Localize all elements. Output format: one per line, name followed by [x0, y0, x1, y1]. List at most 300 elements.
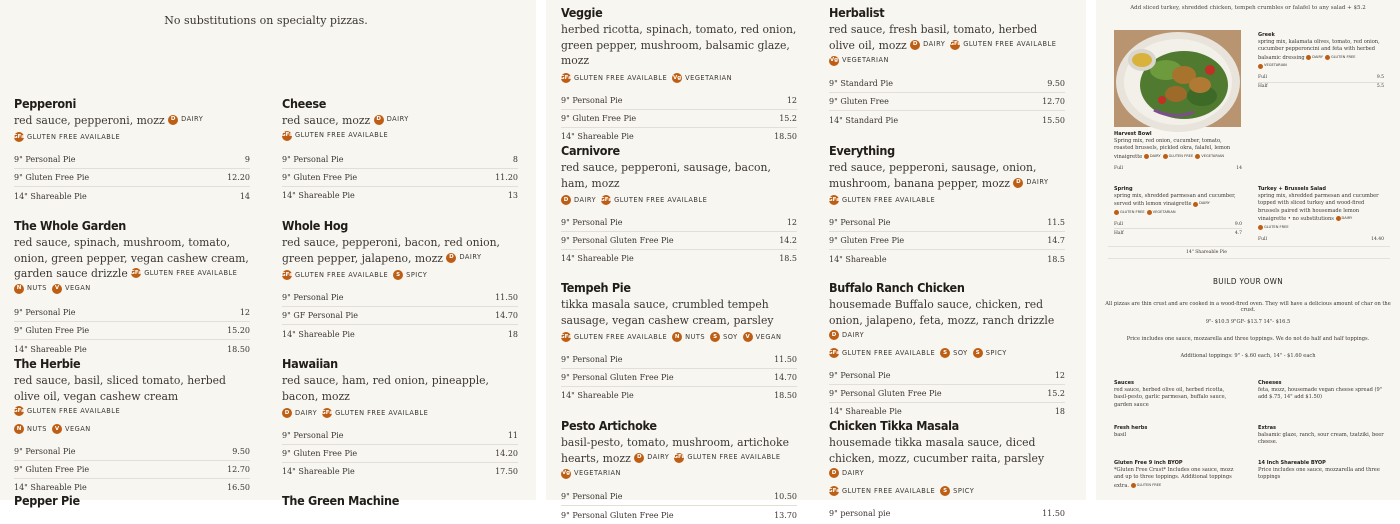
price-size: Full — [1258, 75, 1267, 81]
price-size: 9" Personal Pie — [14, 155, 76, 165]
menu-item-tags — [829, 346, 1065, 361]
price-row — [1114, 229, 1242, 238]
price-row — [829, 505, 1065, 523]
diet-badge-icon — [1336, 216, 1341, 221]
diet-badge-icon: D — [1013, 178, 1023, 188]
price-row — [1258, 235, 1384, 244]
menu-page-left — [0, 0, 536, 508]
vegan-tag: V VEGAN — [52, 422, 91, 436]
dairy-tag: D DAIRY — [829, 328, 864, 344]
diet-badge-icon: S — [973, 348, 983, 358]
price-value: 15.20 — [227, 326, 250, 336]
price-row — [829, 367, 1065, 385]
price-row — [561, 232, 797, 250]
byo-extras — [1258, 425, 1384, 447]
item-description: spring mix, shredded parmesan and cucumber, served with lemon vinaigrette DAIRY GLUTEN FREE VEGETARIAN — [1114, 193, 1242, 218]
dairy-tag: D DAIRY — [446, 250, 481, 266]
diet-badge-icon: GFa — [560, 333, 572, 340]
price-size: 9" Standard Pie — [829, 79, 893, 89]
salad-photo — [1114, 30, 1241, 127]
gluten-free-available-tag: GFa GLUTEN FREE AVAILABLE — [13, 406, 121, 415]
menu-item-name: Hawaiian — [282, 356, 338, 371]
spicy-tag: S SPICY — [940, 484, 974, 498]
price-value: 14.70 — [774, 372, 797, 382]
item-description: spring mix, kalamata olives, tomato, red onion, cucumber pepperoncini and feta with herbed balsamic dressing DAIRY GLUTEN FREE VEGETARIAN — [1258, 39, 1384, 71]
price-list — [561, 488, 797, 524]
diet-badge-icon: S — [940, 348, 950, 358]
gluten-free-tag: GLUTEN FREE — [1325, 54, 1356, 61]
price-row — [829, 250, 1065, 268]
dairy-tag: D DAIRY — [634, 450, 669, 466]
price-value: 9.50 — [232, 446, 250, 456]
price-size: 14" Shareable Pie — [561, 132, 634, 142]
dairy-tag: DAIRY — [1193, 200, 1210, 207]
gluten-free-available-tag: GFa GLUTEN FREE AVAILABLE — [13, 133, 121, 142]
byo-14-inch — [1258, 460, 1384, 482]
dairy-tag: D DAIRY — [168, 112, 203, 128]
diet-badge-icon: V — [52, 284, 62, 294]
diet-badge-icon: D — [829, 330, 839, 340]
price-size: 14" Shareable Pie — [829, 407, 902, 417]
price-row — [561, 387, 797, 405]
diet-badge-icon — [1325, 55, 1330, 60]
diet-badge-icon — [1163, 154, 1168, 159]
spicy-tag: S SPICY — [393, 268, 427, 282]
vegetarian-tag: VEGETARIAN — [1195, 153, 1224, 160]
menu-item — [829, 418, 1065, 523]
price-size: Half — [1114, 230, 1124, 236]
cut-item-name: Pepper Pie — [14, 493, 80, 508]
price-value: 13.70 — [774, 510, 797, 520]
price-value: 15.2 — [1047, 388, 1065, 398]
price-row — [282, 151, 518, 169]
gluten-free-available-tag: GFa GLUTEN FREE AVAILABLE — [828, 196, 936, 205]
price-value: 8 — [512, 154, 518, 164]
menu-item-description: herbed ricotta, spinach, tomato, red onion, green pepper, mushroom, balsamic glaze, mozz — [561, 23, 797, 68]
menu-item-name: Herbalist — [829, 5, 885, 20]
diet-badge-icon: Vg — [673, 74, 682, 81]
price-size: Full — [1258, 237, 1267, 243]
price-size: 9" Gluten Free — [829, 97, 889, 107]
item-description: red sauce, herbed olive oil, herbed ricotta, basil-pesto, garlic parmesan, buffalo sauce, garden sauce — [1114, 387, 1227, 408]
price-size: 9" Personal Gluten Free Pie — [561, 372, 674, 382]
menu-item — [561, 5, 797, 146]
price-size: 9" Personal Gluten Free Pie — [561, 510, 674, 520]
dairy-tag: D DAIRY — [561, 193, 596, 207]
price-value: 12.20 — [227, 173, 250, 183]
menu-item-name: Buffalo Ranch Chicken — [829, 280, 965, 295]
price-value: 14.7 — [1047, 236, 1065, 246]
menu-item-description: tikka masala sauce, crumbled tempeh sausage, vegan cashew cream, parsley — [561, 298, 774, 327]
price-size: 14" Shareable Pie — [282, 329, 355, 339]
item-description: spring mix, shredded parmesan and cucumber topped with sliced turkey and wood-fired brussels paired with housemade lemon vinaigrette • no substitutions DAIRY GLUTEN FREE — [1258, 193, 1384, 232]
price-row — [829, 111, 1065, 129]
dairy-tag: D DAIRY — [829, 466, 864, 482]
price-row — [14, 151, 250, 169]
price-value: 14.40 — [1371, 237, 1384, 243]
menu-item-tags — [561, 71, 797, 86]
gluten-free-available-tag: GFa GLUTEN FREE AVAILABLE — [321, 408, 429, 417]
price-size: 14" Shareable Pie — [14, 191, 87, 201]
price-row — [561, 369, 797, 387]
price-list — [829, 214, 1065, 268]
price-size: 14" Shareable Pie — [282, 191, 355, 201]
item-name: Harvest Bowl — [1114, 131, 1152, 137]
price-size: 9" Personal Pie — [14, 308, 76, 318]
gluten-free-tag: GLUTEN FREE — [1163, 153, 1194, 160]
soy-tag: S SOY — [710, 330, 738, 344]
diet-badge-icon — [1193, 202, 1198, 207]
price-row — [829, 385, 1065, 403]
diet-badge-icon — [1147, 210, 1152, 215]
menu-item-name: Chicken Tikka Masala — [829, 418, 959, 433]
menu-item-description: red sauce, ham, red onion, pineapple, bacon, mozz — [282, 374, 489, 403]
diet-badge-icon: N — [14, 284, 24, 294]
gluten-free-available-tag: GFa GLUTEN FREE AVAILABLE — [560, 73, 668, 82]
gluten-free-tag: GLUTEN FREE — [1131, 482, 1162, 489]
price-value: 12.70 — [227, 464, 250, 474]
price-value: 18 — [507, 329, 518, 339]
price-size: Half — [1258, 84, 1268, 90]
price-value: 14 — [239, 191, 250, 201]
gluten-free-available-tag: GFa GLUTEN FREE AVAILABLE — [949, 39, 1057, 48]
salad-turkey-brussels — [1258, 186, 1384, 244]
item-description: Spring mix, red onion, cucumber, tomato, roasted brussels, pickled okra, falafel, lemon vinaigrette DAIRY GLUTEN FREE VEGETARIAN — [1114, 138, 1231, 161]
menu-item-tags — [282, 406, 518, 421]
byo-intro: All pizzas are thin crust and are cooked in a wood-fired oven. They will have a delicious amount of char on the crust. — [1105, 301, 1391, 313]
price-value: 12.70 — [1042, 97, 1065, 107]
price-row — [1258, 74, 1384, 83]
nuts-tag: N NUTS — [14, 281, 47, 297]
byo-title: BUILD YOUR OWN — [1212, 277, 1284, 286]
price-size: 9" Gluten Free Pie — [282, 172, 358, 182]
price-value: 13 — [507, 191, 518, 201]
price-size: 14" Shareable — [829, 254, 887, 264]
menu-item — [282, 218, 518, 343]
diet-badge-icon: Vg — [829, 56, 839, 66]
gluten-free-available-tag: GFa GLUTEN FREE AVAILABLE — [281, 130, 389, 139]
price-value: 17.50 — [495, 467, 518, 477]
diet-badge-icon: D — [561, 195, 571, 205]
byo-prices: 9"- $10.5 9"GF- $13.7 14"- $16.5 — [1205, 319, 1291, 325]
price-row — [561, 250, 797, 268]
price-row — [14, 461, 250, 479]
menu-item-name: The Whole Garden — [14, 218, 127, 233]
dairy-tag: D DAIRY — [374, 112, 409, 128]
byo-additional: Additional toppings: 9" - $.60 each, 14" - $1.60 each — [1180, 353, 1316, 359]
price-size: 9" Personal Pie — [561, 354, 623, 364]
price-row — [282, 463, 518, 481]
price-value: 18.50 — [774, 132, 797, 142]
price-list — [561, 351, 797, 405]
price-list — [282, 151, 518, 205]
soy-tag: S SOY — [940, 346, 968, 360]
menu-item — [14, 218, 250, 358]
price-value: 11.50 — [1042, 509, 1065, 519]
price-list — [829, 505, 1065, 523]
specialty-note: No substitutions on specialty pizzas. — [164, 14, 368, 27]
price-size: 14" Shareable Pie — [14, 483, 87, 493]
price-list — [14, 151, 250, 205]
price-value: 11.20 — [495, 172, 518, 182]
menu-item-description: housemade Buffalo sauce, chicken, red onion, jalapeno, feta, mozz, ranch drizzle D DAIRY — [829, 297, 1065, 344]
diet-badge-icon: GFa — [282, 131, 292, 141]
price-list — [14, 443, 250, 497]
price-value: 14.2 — [779, 235, 797, 245]
price-list — [829, 367, 1065, 421]
vegetarian-tag: Vg VEGETARIAN — [561, 468, 621, 477]
menu-item-description: basil-pesto, tomato, mushroom, artichoke hearts, mozz D DAIRY GFa GLUTEN FREE AVAILABLE Vg VEGETARIAN — [561, 435, 797, 482]
price-row — [282, 187, 518, 205]
price-size: 14" Shareable Pie — [282, 467, 355, 477]
price-value: 14.70 — [495, 311, 518, 321]
price-list — [1114, 164, 1242, 173]
diet-badge-icon: GFa — [828, 197, 840, 204]
price-row — [282, 289, 518, 307]
price-row — [829, 93, 1065, 111]
price-value: 18 — [1054, 407, 1065, 417]
menu-item — [829, 280, 1065, 421]
vegan-tag: V VEGAN — [52, 281, 91, 297]
diet-badge-icon: GFa — [828, 349, 840, 356]
cut-item-name: The Green Machine — [282, 493, 400, 508]
gluten-free-tag: GLUTEN FREE — [1258, 224, 1289, 231]
item-name: Turkey + Brussels Salad — [1258, 186, 1327, 192]
salad-harvest-bowl — [1114, 131, 1242, 173]
item-description: Price includes one sauce, mozzarella and three toppings — [1258, 467, 1380, 481]
menu-item-description: red sauce, pepperoni, bacon, red onion, green pepper, jalapeno, mozz D DAIRY — [282, 236, 500, 265]
item-description: basil — [1114, 432, 1127, 438]
price-value: 11.50 — [774, 354, 797, 364]
diet-badge-icon: GFa — [131, 268, 141, 278]
dairy-tag: DAIRY — [1336, 215, 1353, 222]
diet-badge-icon — [1144, 154, 1149, 159]
price-size: 9" Gluten Free Pie — [561, 113, 637, 123]
menu-item-description: housemade tikka masala sauce, diced chicken, mozz, cucumber raita, parsley D DAIRY — [829, 435, 1065, 482]
vegetarian-tag: Vg VEGETARIAN — [829, 55, 889, 64]
price-row — [1258, 83, 1384, 92]
price-row — [561, 506, 797, 524]
menu-item-description: red sauce, basil, sliced tomato, herbed olive oil, vegan cashew cream GFa GLUTEN FREE AVAILABLE — [14, 373, 250, 420]
menu-item — [561, 418, 797, 524]
price-size: 9" Personal Pie — [561, 492, 623, 502]
price-row — [561, 214, 797, 232]
gluten-free-available-tag: GFa GLUTEN FREE AVAILABLE — [600, 195, 708, 204]
price-size: 9" Personal Pie — [829, 370, 891, 380]
price-value: 10.50 — [774, 492, 797, 502]
diet-badge-icon — [1195, 154, 1200, 159]
price-list — [282, 289, 518, 343]
menu-item — [829, 143, 1065, 268]
price-size: 9" Gluten Free Pie — [14, 326, 90, 336]
diet-badge-icon — [1258, 225, 1263, 230]
menu-item — [829, 5, 1065, 129]
item-name: Spring — [1114, 186, 1133, 192]
menu-item-name: Pepperoni — [14, 96, 77, 111]
menu-item — [14, 356, 250, 497]
salad-greek — [1258, 32, 1384, 91]
price-size: 14" Shareable Pie — [561, 254, 634, 264]
menu-item-description: red sauce, mozz D DAIRY GFa GLUTEN FREE AVAILABLE — [282, 113, 518, 145]
menu-item-name: Whole Hog — [282, 218, 349, 233]
diet-badge-icon: GFa — [950, 40, 960, 50]
price-size: 9" Personal Pie — [14, 446, 76, 456]
diet-badge-icon: D — [282, 408, 292, 418]
price-row — [561, 351, 797, 369]
nuts-tag: N NUTS — [672, 330, 705, 344]
price-size: 9" Personal Pie — [282, 430, 344, 440]
price-list — [1114, 221, 1242, 238]
byo-herbs — [1114, 425, 1239, 439]
shareable-label: 14" Shareable Pie — [1186, 250, 1227, 255]
byo-gluten-free — [1114, 460, 1239, 490]
price-size: 9" Personal Pie — [561, 217, 623, 227]
diet-badge-icon: D — [168, 115, 178, 125]
price-size: 9" Personal Gluten Free Pie — [561, 235, 674, 245]
price-list — [561, 92, 797, 146]
diet-badge-icon: GFa — [321, 409, 333, 416]
item-description: feta, mozz, housemade vegan cheese spread (9" add $.75, 14" add $1.50) — [1258, 387, 1383, 401]
menu-item-tags — [14, 422, 250, 437]
price-value: 18.50 — [774, 391, 797, 401]
price-value: 11 — [507, 430, 518, 440]
menu-item — [561, 280, 797, 405]
price-row — [282, 325, 518, 343]
spicy-tag: S SPICY — [973, 346, 1007, 360]
price-row — [829, 232, 1065, 250]
price-value: 12 — [1054, 370, 1065, 380]
price-value: 11.50 — [495, 293, 518, 303]
menu-item-description: red sauce, pepperoni, sausage, bacon, ham, mozz — [561, 161, 771, 190]
nuts-tag: N NUTS — [14, 422, 47, 436]
menu-item-name: Tempeh Pie — [561, 280, 631, 295]
price-size: 14" Shareable Pie — [561, 391, 634, 401]
price-row — [282, 307, 518, 325]
menu-item — [282, 96, 518, 205]
byo-cheeses — [1258, 380, 1384, 402]
diet-badge-icon: GFa — [14, 406, 24, 416]
price-value: 9.0 — [1234, 221, 1242, 227]
menu-item-tags — [561, 330, 797, 345]
price-list — [1258, 74, 1384, 91]
diet-badge-icon — [1114, 210, 1119, 215]
diet-badge-icon: GFa — [828, 487, 840, 494]
diet-badge-icon: GFa — [600, 196, 612, 203]
diet-badge-icon: GFa — [674, 453, 684, 463]
menu-item-name: Everything — [829, 143, 895, 158]
price-value: 12 — [239, 308, 250, 318]
price-value: 11.5 — [1047, 218, 1065, 228]
price-row — [829, 214, 1065, 232]
diet-badge-icon: N — [14, 424, 24, 434]
price-size: 9" Gluten Free Pie — [282, 448, 358, 458]
byo-sauces — [1114, 380, 1239, 409]
price-value: 18.50 — [227, 344, 250, 354]
diet-badge-icon: D — [829, 468, 839, 478]
menu-page-middle — [546, 0, 1086, 520]
vegetarian-tag: Vg VEGETARIAN — [673, 73, 733, 82]
price-size: Full — [1114, 221, 1123, 227]
price-value: 18.5 — [1047, 254, 1065, 264]
vegetarian-tag: VEGETARIAN — [1258, 62, 1287, 69]
gluten-free-available-tag: GFa GLUTEN FREE AVAILABLE — [560, 332, 668, 341]
price-size: Full — [1114, 166, 1123, 172]
menu-item-name: Cheese — [282, 96, 327, 111]
price-value: 9.5 — [1376, 75, 1384, 81]
menu-item-tags — [829, 484, 1065, 499]
price-row — [561, 488, 797, 506]
vegan-tag: V VEGAN — [743, 330, 782, 344]
price-value: 9 — [244, 155, 250, 165]
price-value: 15.2 — [779, 113, 797, 123]
diet-badge-icon — [1306, 55, 1311, 60]
menu-page-right — [1096, 0, 1400, 500]
gluten-free-tag: GLUTEN FREE — [1114, 209, 1145, 216]
diet-badge-icon: D — [634, 453, 644, 463]
diet-badge-icon: S — [393, 270, 403, 280]
menu-item-tags — [14, 131, 250, 146]
dairy-tag: D DAIRY — [1013, 175, 1048, 191]
price-size: 9" Personal Gluten Free Pie — [829, 388, 942, 398]
item-name: Cheeses — [1258, 380, 1282, 386]
price-value: 18.5 — [779, 254, 797, 264]
diet-badge-icon — [1131, 483, 1136, 488]
price-value: 4.7 — [1234, 230, 1242, 236]
menu-item-tags — [282, 269, 518, 284]
menu-item-description: red sauce, pepperoni, sausage, onion, mushroom, banana pepper, mozz D DAIRY — [829, 161, 1049, 190]
price-size: 9" personal pie — [829, 509, 891, 519]
price-list — [282, 427, 518, 481]
item-name: Gluten Free 9 inch BYOP — [1114, 460, 1183, 466]
diet-badge-icon: V — [743, 332, 753, 342]
price-value: 12 — [786, 217, 797, 227]
diet-badge-icon: GFa — [281, 272, 293, 279]
vegetarian-tag: VEGETARIAN — [1147, 209, 1176, 216]
price-value: 12 — [786, 95, 797, 105]
item-description: balsamic glaze, ranch, sour cream, tzatziki, beer cheese. — [1258, 432, 1384, 446]
menu-item — [14, 96, 250, 205]
price-row — [282, 427, 518, 445]
price-size: 9" Personal Pie — [282, 154, 344, 164]
price-size: 14" Standard Pie — [829, 115, 899, 125]
price-size: 9" Gluten Free Pie — [14, 464, 90, 474]
price-size: 9" Gluten Free Pie — [14, 173, 90, 183]
price-row — [1114, 164, 1242, 173]
menu-item-description: red sauce, fresh basil, tomato, herbed olive oil, mozz D DAIRY GFa GLUTEN FREE AVAILABLE Vg VEGETARIAN — [829, 22, 1065, 69]
price-row — [829, 75, 1065, 93]
item-description: *Gluten Free Crust* Includes one sauce, mozz and up to three toppings. Additional toppings extra. GLUTEN FREE — [1114, 467, 1234, 490]
price-value: 14.20 — [495, 448, 518, 458]
byo-includes: Price includes one sauce, mozzarella and three toppings. We do not do half and half toppings. — [1126, 336, 1370, 342]
diet-badge-icon: D — [446, 253, 456, 263]
salad-spring — [1114, 186, 1242, 238]
diet-badge-icon: S — [940, 486, 950, 496]
diet-badge-icon: D — [374, 115, 384, 125]
price-size: 9" GF Personal Pie — [282, 311, 358, 321]
salad-addon-note: Add sliced turkey, shredded chicken, tempeh crumbles or falafel to any salad + $5.2 — [1130, 5, 1366, 11]
price-row — [1114, 221, 1242, 230]
price-size: 9" Gluten Free Pie — [829, 236, 905, 246]
menu-item-name: Carnivore — [561, 143, 620, 158]
price-value: 9.50 — [1047, 79, 1065, 89]
menu-item-tags — [561, 193, 797, 208]
price-row — [14, 322, 250, 340]
diet-badge-icon: N — [672, 332, 682, 342]
diet-badge-icon: V — [52, 424, 62, 434]
price-row — [14, 187, 250, 205]
price-size: 14" Shareable Pie — [14, 344, 87, 354]
diet-badge-icon: Vg — [561, 469, 571, 479]
